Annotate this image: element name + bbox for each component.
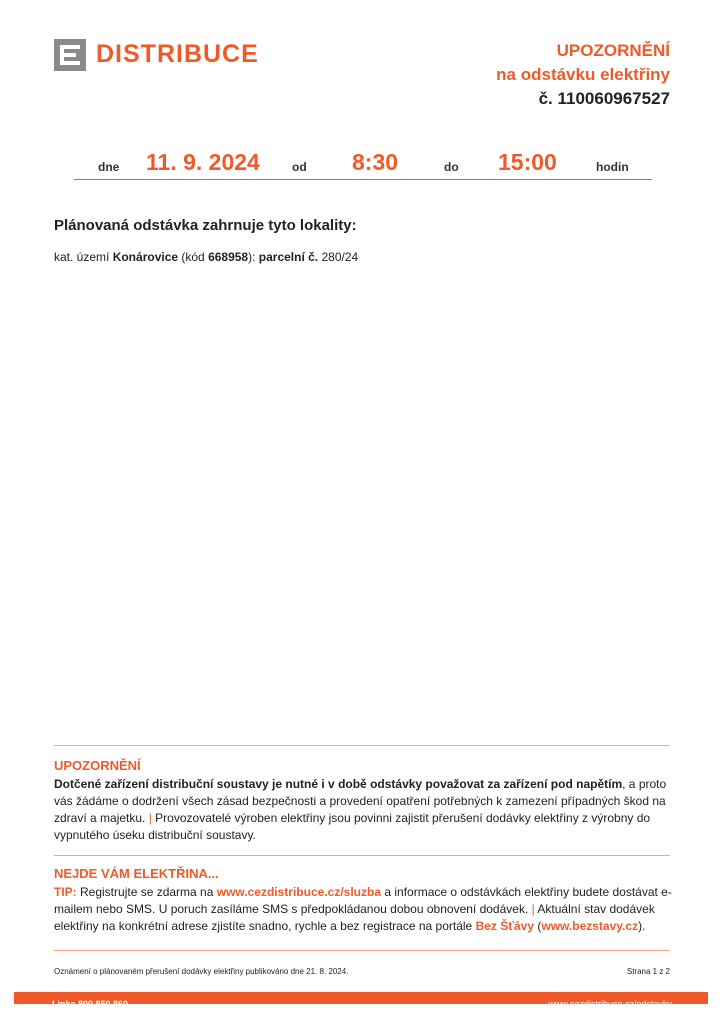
no-power-text-5: ). (638, 919, 646, 933)
portal-name: Bez Šťávy (475, 919, 535, 933)
outage-date: 11. 9. 2024 (146, 149, 260, 175)
publication-note: Oznámení o plánovaném přerušení dodávky elektřiny publikováno dne 21. 8. 2024. (54, 967, 349, 976)
notice-number: č. 110060967527 (538, 89, 670, 108)
no-power-heading: NEJDE VÁM ELEKTŘINA... (54, 866, 219, 881)
no-power-text-1: Registrujte se zdarma na (76, 885, 217, 899)
logo-text: DISTRIBUCE (96, 40, 259, 68)
divider (54, 745, 670, 746)
notice-title: UPOZORNĚNÍ (556, 41, 670, 60)
divider (54, 950, 670, 951)
hours-label: hodin (596, 160, 629, 174)
area-name: Konárovice (112, 250, 179, 264)
no-power-text-3: Aktuální stav dodávek elektřiny na konkrétní adrese zjistíte snadno, rychle a bez registrace na portále (54, 902, 655, 933)
separator: | (531, 902, 535, 916)
separator: | (148, 811, 152, 825)
portal-link[interactable]: www.bezstavy.cz (541, 919, 639, 933)
parcel-value: 280/24 (318, 250, 359, 264)
no-power-text-2: a informace o odstávkách elektřiny budete dostávat e-mailem nebo SMS. U poruch zasíláme SMS s předpokládanou dobou obnovení dodávek. (54, 885, 672, 916)
parcel-label: parcelní č. (258, 250, 319, 264)
warning-text-2: Provozovatelé výroben elektřiny jsou povinni zajistit přerušení dodávky elektřiny z výrobny do vypnutého úseku distribuční soustavy. (54, 811, 651, 842)
tip-label: TIP: (54, 885, 77, 899)
location-line (54, 250, 358, 264)
code-prefix: (kód (178, 250, 209, 264)
no-power-text (54, 884, 674, 935)
location-prefix: kat. území (54, 250, 113, 264)
to-label: do (444, 160, 459, 174)
notice-heading (496, 39, 670, 111)
notice-subtitle: na odstávku elektřiny (496, 65, 670, 84)
page-number: Strana 1 z 2 (626, 967, 670, 976)
schedule-row (74, 147, 652, 180)
footer-link[interactable]: www.cezdistribuce.cz/odstavky (548, 999, 672, 1009)
warning-text (54, 776, 674, 844)
warning-bold: Dotčené zařízení distribuční soustavy je nutné i v době odstávky považovat za zařízení pod napětím (54, 777, 623, 791)
no-power-text-4: ( (534, 919, 542, 933)
hotline: Linka 800 850 860 (52, 999, 129, 1009)
logo-icon (54, 39, 86, 71)
warning-heading: UPOZORNĚNÍ (54, 758, 141, 773)
code-suffix: ): (248, 250, 259, 264)
to-time: 15:00 (498, 149, 557, 175)
from-time: 8:30 (352, 149, 399, 175)
day-label: dne (98, 160, 120, 174)
registration-link[interactable]: www.cezdistribuce.cz/sluzba (216, 885, 382, 899)
divider (54, 855, 670, 856)
warning-text-1: , a proto vás žádáme o dodržení všech zásad bezpečnosti a provedení opatření potřebných k zamezení případných škod na zdraví a majetku. (54, 777, 667, 825)
locations-heading: Plánovaná odstávka zahrnuje tyto lokality: (54, 217, 357, 234)
from-label: od (292, 160, 307, 174)
area-code: 668958 (208, 250, 249, 264)
